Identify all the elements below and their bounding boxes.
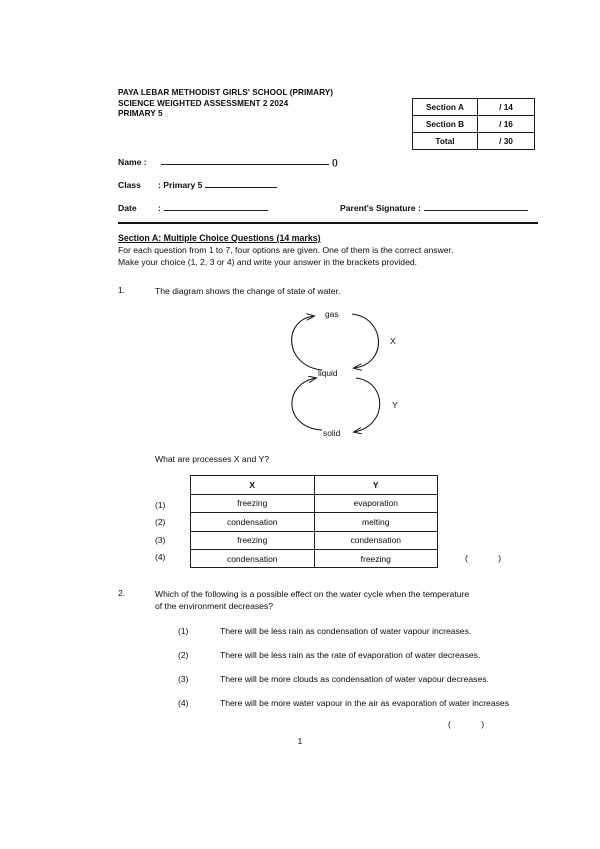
melting-arrow [292, 378, 322, 430]
list-item[interactable] [178, 625, 538, 637]
diagram-label-x: X [390, 335, 396, 346]
option-key-2: (2) [155, 517, 166, 528]
signature-field-row [340, 201, 531, 213]
option-text-2: There will be less rain as the rate of evaporation of water decreases. [220, 649, 481, 660]
section-b-label: Section B [413, 116, 478, 133]
option-key-3: (3) [155, 534, 166, 545]
question-2-stem-line-1: Which of the following is a possible effect on the water cycle when the temperature [155, 588, 470, 599]
state-change-diagram [118, 304, 538, 452]
page-content [118, 88, 538, 729]
option-text-3: There will be more clouds as condensation of water vapour decreases. [220, 673, 489, 684]
table-row [413, 99, 535, 116]
name-field-row [118, 155, 538, 167]
signature-input[interactable] [424, 201, 528, 211]
option-key-4: (4) [155, 551, 166, 562]
section-a-score: / 14 [478, 99, 535, 116]
option-3-x: freezing [191, 531, 315, 549]
diagram-label-y: Y [392, 399, 398, 410]
process-x-arrow [352, 314, 379, 368]
option-text-1: There will be less rain as condensation of water vapour increases. [220, 625, 472, 636]
question-1-sub-question: What are processes X and Y? [155, 453, 270, 464]
question-1-stem: The diagram shows the change of state of water. [155, 286, 341, 297]
total-label: Total [413, 133, 478, 150]
name-label: Name : [118, 157, 147, 167]
list-item[interactable] [178, 673, 538, 685]
table-row[interactable] [191, 549, 438, 567]
exam-title: SCIENCE WEIGHTED ASSESSMENT 2 2024 [118, 98, 289, 108]
question-1-option-keys [155, 497, 165, 567]
name-index-open-paren: ( [332, 157, 335, 167]
school-name: PAYA LEBAR METHODIST GIRLS' SCHOOL (PRIMARY) [118, 88, 334, 97]
exam-level: PRIMARY 5 [118, 109, 163, 119]
signature-label: Parent's Signature : [340, 203, 421, 213]
column-header-y: Y [314, 475, 438, 494]
marks-summary-table [412, 98, 535, 150]
question-2 [118, 588, 538, 729]
option-key-1: (1) [155, 499, 166, 510]
option-1-y: evaporation [314, 494, 438, 512]
table-row [413, 116, 535, 133]
option-3-y: condensation [314, 531, 438, 549]
section-a-heading: Section A: Multiple Choice Questions (14 marks) [118, 233, 321, 243]
question-2-stem [155, 588, 538, 613]
table-row[interactable] [191, 513, 438, 531]
table-row[interactable] [191, 494, 438, 512]
section-a-instructions [118, 245, 538, 268]
list-item[interactable] [178, 697, 538, 709]
table-row [413, 133, 535, 150]
instruction-line-2: Make your choice (1, 2, 3 or 4) and write your answer in the brackets provided. [118, 256, 418, 267]
table-header-row [191, 475, 438, 494]
question-2-stem-line-2: of the environment decreases? [155, 601, 273, 612]
date-label: Date [118, 203, 137, 213]
question-2-number: 2. [118, 587, 126, 598]
option-4-x: condensation [191, 549, 315, 567]
question-1-answer-brackets[interactable]: ( ) [465, 552, 516, 563]
class-input[interactable] [205, 178, 277, 188]
page-number: 1 [297, 736, 303, 746]
diagram-label-liquid: liquid [318, 367, 338, 378]
question-1-number: 1. [118, 285, 126, 296]
evaporation-arrow [292, 316, 322, 370]
total-score: / 30 [478, 133, 535, 150]
diagram-label-gas: gas [325, 308, 339, 319]
question-2-answer-brackets[interactable]: ( ) [448, 718, 499, 729]
date-input[interactable] [164, 201, 268, 211]
question-1-options-table [190, 475, 438, 569]
option-key-1: (1) [178, 625, 189, 636]
table-row[interactable] [191, 531, 438, 549]
question-2-options [178, 625, 538, 709]
state-change-svg [278, 304, 408, 452]
option-2-x: condensation [191, 513, 315, 531]
class-colon: : [158, 180, 161, 190]
option-4-y: freezing [314, 549, 438, 567]
diagram-label-solid: solid [323, 427, 341, 438]
process-y-arrow [354, 378, 380, 432]
question-1 [118, 285, 538, 571]
class-label: Class [118, 180, 141, 190]
option-key-4: (4) [178, 697, 189, 708]
header-divider [118, 222, 538, 224]
instruction-line-1: For each question from 1 to 7, four options are given. One of them is the correct answer. [118, 245, 454, 255]
class-field-row [118, 178, 538, 190]
option-2-y: melting [314, 513, 438, 531]
date-field-row [118, 201, 538, 213]
question-1-options-area [155, 475, 538, 571]
column-header-x: X [191, 475, 315, 494]
option-key-3: (3) [178, 673, 189, 684]
class-value: Primary 5 [163, 180, 203, 190]
option-key-2: (2) [178, 649, 189, 660]
option-1-x: freezing [191, 494, 315, 512]
option-text-4: There will be more water vapour in the air as evaporation of water increases [220, 697, 509, 708]
date-colon: : [158, 203, 161, 213]
section-b-score: / 16 [478, 116, 535, 133]
list-item[interactable] [178, 649, 538, 661]
name-input[interactable] [161, 155, 329, 165]
section-a-label: Section A [413, 99, 478, 116]
name-index-close-paren: ) [334, 157, 338, 167]
document-header [118, 88, 538, 144]
